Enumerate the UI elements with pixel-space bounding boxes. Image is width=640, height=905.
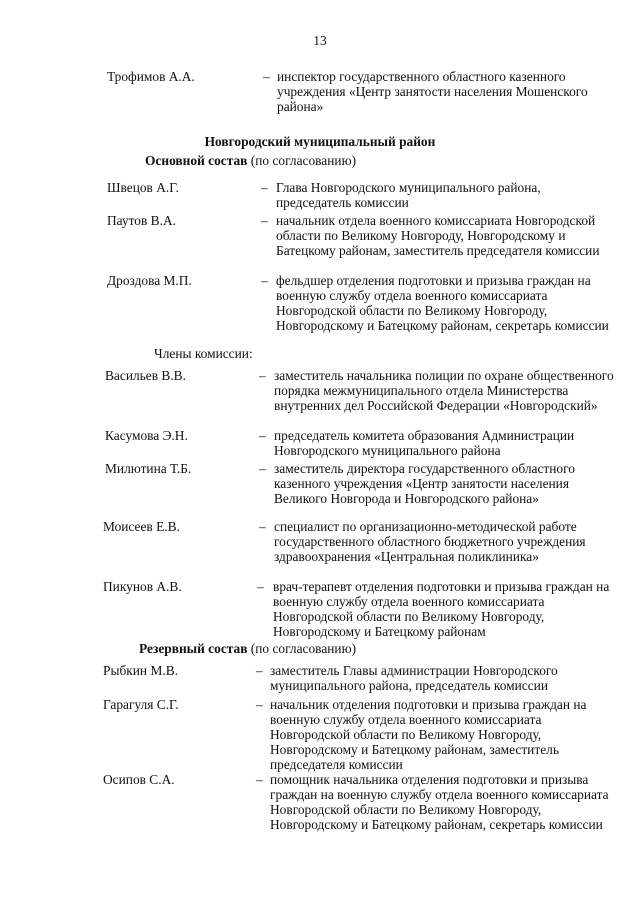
person-role: начальник отдела военного комиссариата Новгородской области по Великому Новгороду, Новгородскому и Батецкому районам, заместитель председателя комиссии bbox=[276, 213, 600, 258]
person-name: Васильев В.В. bbox=[105, 368, 186, 383]
main-composition-heading bbox=[145, 153, 356, 168]
person-role: заместитель начальника полиции по охране общественного порядка межмуниципального отдела Министерства внутренних дел Российской Федерации «Новгородский» bbox=[274, 368, 614, 413]
dash: – bbox=[256, 772, 263, 787]
reserve-composition-heading bbox=[139, 641, 356, 656]
dash: – bbox=[259, 519, 266, 534]
person-name: Касумова Э.Н. bbox=[105, 428, 188, 443]
person-name: Осипов С.А. bbox=[103, 772, 175, 787]
dash: – bbox=[257, 579, 264, 594]
dash: – bbox=[261, 273, 268, 288]
person-name: Швецов А.Г. bbox=[107, 180, 179, 195]
person-role: врач-терапевт отделения подготовки и призыва граждан на военную службу отдела военного комиссариата Новгородской области по Великому Новгороду, Новгородскому и Батецкому районам bbox=[273, 579, 610, 639]
dash: – bbox=[261, 213, 268, 228]
person-role: помощник начальника отделения подготовки и призыва граждан на военную службу отдела военного комиссариата Новгородской области по Великому Новгороду, Новгородскому и Батецкому районам, секретарь комиссии bbox=[270, 772, 609, 832]
dash: – bbox=[259, 428, 266, 443]
page-number: 13 bbox=[313, 33, 327, 48]
dash: – bbox=[256, 697, 263, 712]
person-name: Пикунов А.В. bbox=[103, 579, 182, 594]
main-composition-note: (по согласованию) bbox=[250, 153, 357, 168]
dash: – bbox=[259, 368, 266, 383]
person-role: фельдшер отделения подготовки и призыва граждан на военную службу отдела военного комиссариата Новгородской области по Великому Новгороду, Новгородскому и Батецкому районам, секретарь комиссии bbox=[276, 273, 609, 333]
person-role: инспектор государственного областного казенного учреждения «Центр занятости населения Мошенского района» bbox=[277, 69, 588, 114]
person-role: заместитель директора государственного областного казенного учреждения «Центр занятости населения Великого Новгорода и Новгородского района» bbox=[274, 461, 575, 506]
person-name: Дроздова М.П. bbox=[107, 273, 192, 288]
person-name: Паутов В.А. bbox=[107, 213, 176, 228]
dash: – bbox=[263, 69, 270, 84]
person-role: начальник отделения подготовки и призыва граждан на военную службу отдела военного комиссариата Новгородской области по Великому Новгороду, Новгородскому и Батецкому районам, заместитель председателя комиссии bbox=[270, 697, 587, 772]
reserve-composition-title: Резервный состав bbox=[139, 641, 248, 656]
person-name: Гарагуля С.Г. bbox=[103, 697, 179, 712]
person-name: Рыбкин М.В. bbox=[103, 663, 178, 678]
dash: – bbox=[261, 180, 268, 195]
dash: – bbox=[259, 461, 266, 476]
dash: – bbox=[256, 663, 263, 678]
person-role: Глава Новгородского муниципального района, председатель комиссии bbox=[276, 180, 541, 210]
reserve-composition-note: (по согласованию) bbox=[250, 641, 357, 656]
person-name: Милютина Т.Б. bbox=[105, 461, 192, 476]
members-label: Члены комиссии: bbox=[154, 346, 253, 361]
person-role: специалист по организационно-методической работе государственного областного бюджетного учреждения здравоохранения «Центральная поликлиника» bbox=[274, 519, 586, 564]
district-title: Новгородский муниципальный район bbox=[204, 134, 436, 149]
person-role: заместитель Главы администрации Новгородского муниципального района, председатель комиссии bbox=[270, 663, 558, 693]
person-name: Трофимов А.А. bbox=[107, 69, 195, 84]
person-name: Моисеев Е.В. bbox=[103, 519, 180, 534]
person-role: председатель комитета образования Администрации Новгородского муниципального района bbox=[274, 428, 575, 458]
main-composition-title: Основной состав bbox=[145, 153, 248, 168]
